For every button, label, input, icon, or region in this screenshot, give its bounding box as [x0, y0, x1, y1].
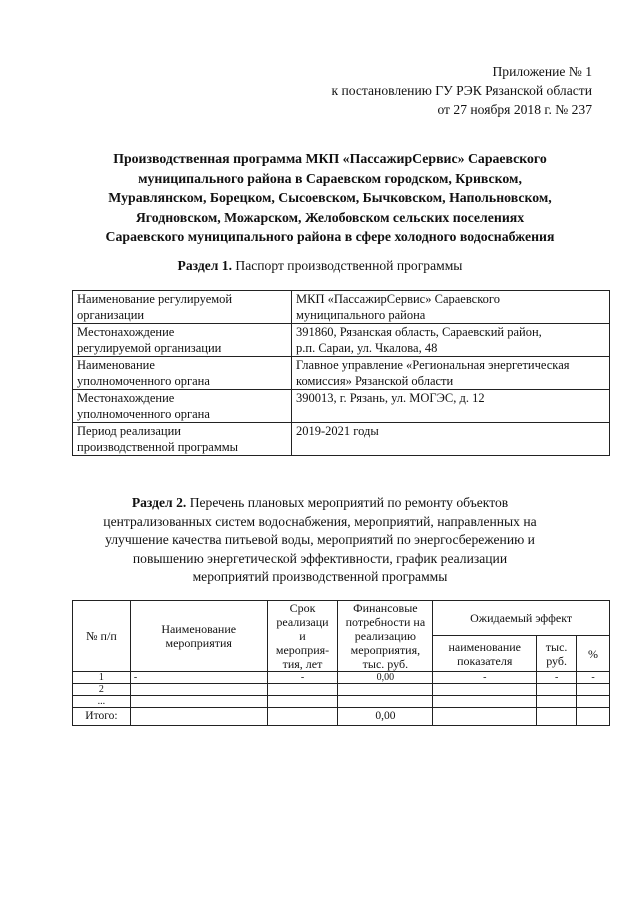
section-2-line-2: централизованных систем водоснабжения, мероприятий, направленных на [103, 513, 537, 529]
cell-text: МКП «ПассажирСервис» Сараевского [296, 292, 500, 306]
cell-empty [537, 708, 577, 726]
cell-text: производственной программы [77, 440, 239, 454]
table-row [73, 423, 610, 456]
table-row [73, 696, 610, 708]
passport-name-cell [73, 291, 292, 324]
header-measure-name [130, 601, 267, 672]
cell-text: Наименование [77, 358, 155, 372]
cell-text: Наименование регулируемой [77, 292, 233, 306]
cell-text: 2019-2021 годы [296, 424, 379, 438]
header-text: мероприятия, [350, 643, 421, 657]
cell-percent: - [577, 672, 610, 684]
total-financial: 0,00 [338, 708, 433, 726]
title-line-1: Производственная программа МКП «ПассажирСервис» Сараевского [113, 151, 547, 166]
cell-number: ... [73, 696, 131, 708]
cell-text: Местонахождение [77, 325, 175, 339]
cell-text: Период реализации [77, 424, 181, 438]
cell-text: регулируемой организации [77, 341, 222, 355]
cell-text: уполномоченного органа [77, 374, 210, 388]
appendix-line-3: от 27 ноября 2018 г. № 237 [437, 102, 592, 117]
cell-percent [577, 684, 610, 696]
cell-empty [130, 708, 267, 726]
header-text: наименование [448, 639, 521, 654]
header-text: руб. [546, 653, 568, 668]
title-line-2: муниципального района в Сараевском городском, Кривском, [138, 170, 522, 186]
cell-text: 391860, Рязанская область, Сараевский район, [296, 325, 542, 339]
passport-name-cell [73, 324, 292, 357]
section-2-line-3: улучшение качества питьевой воды, мероприятий по энергосбережению и [105, 532, 535, 547]
cell-text: 390013, г. Рязань, ул. МОГЭС, д. 12 [296, 391, 485, 405]
header-number: № п/п [73, 601, 131, 672]
cell-thousand-rub [537, 696, 577, 708]
cell-text: комиссия» Рязанской области [296, 374, 454, 388]
cell-measure-name [130, 696, 267, 708]
cell-empty [267, 708, 338, 726]
header-expected-effect: Ожидаемый эффект [433, 601, 610, 636]
table-row [73, 291, 610, 324]
passport-value-cell [292, 324, 610, 357]
section-1-text: Паспорт производственной программы [235, 258, 463, 273]
table-row [73, 672, 610, 684]
cell-financial: 0,00 [338, 672, 433, 684]
header-text: реализаци [276, 615, 329, 629]
cell-financial [338, 684, 433, 696]
header-text: реализацию [354, 629, 416, 643]
section-1-heading [0, 256, 640, 275]
passport-value-cell [292, 291, 610, 324]
cell-percent [577, 696, 610, 708]
section-2-heading [80, 494, 560, 587]
cell-thousand-rub [537, 684, 577, 696]
cell-measure-name [130, 684, 267, 696]
section-1-label: Раздел 1. [177, 258, 232, 273]
cell-financial [338, 696, 433, 708]
cell-text: муниципального района [296, 308, 426, 322]
header-text: мероприя- [275, 643, 330, 657]
header-text: Наименование [161, 622, 237, 636]
cell-number: 2 [73, 684, 131, 696]
title-line-4: Ягодновском, Можарском, Желобовском сельских поселениях [135, 209, 525, 225]
section-2-line-1 [80, 494, 560, 513]
cell-text: организации [77, 308, 145, 322]
header-indicator-name [433, 636, 537, 672]
title-line-3: Муравлянском, Борецком, Сысоевском, Бычковском, Напольновском, [108, 190, 552, 205]
header-financial-needs [338, 601, 433, 672]
header-text: тыс. [545, 639, 568, 654]
passport-name-cell [73, 357, 292, 390]
header-text: тия, лет [282, 657, 323, 671]
cell-empty [433, 708, 537, 726]
table-total-row [73, 708, 610, 726]
cell-indicator: - [433, 672, 537, 684]
passport-name-cell [73, 390, 292, 423]
cell-term [267, 696, 338, 708]
cell-empty [577, 708, 610, 726]
passport-value-cell [292, 390, 610, 423]
header-text: Срок [289, 601, 316, 615]
table-row [73, 684, 610, 696]
passport-value-cell [292, 423, 610, 456]
passport-name-cell [73, 423, 292, 456]
document-title [60, 149, 600, 247]
appendix-header [331, 62, 592, 119]
header-thousand-rub [537, 636, 577, 672]
appendix-line-2: к постановлению ГУ РЭК Рязанской области [331, 83, 592, 98]
cell-text: уполномоченного органа [77, 407, 210, 421]
header-term [267, 601, 338, 672]
header-text: и [299, 629, 306, 643]
cell-text: р.п. Сараи, ул. Чкалова, 48 [296, 341, 438, 355]
title-line-5: Сараевского муниципального района в сфере холодного водоснабжения [105, 229, 555, 244]
measures-table [72, 600, 610, 726]
cell-term: - [267, 672, 338, 684]
cell-term [267, 684, 338, 696]
table-header-row [73, 601, 610, 636]
total-label: Итого: [73, 708, 131, 726]
section-2-line-5: мероприятий производственной программы [192, 569, 448, 584]
passport-table [72, 290, 610, 456]
cell-indicator [433, 684, 537, 696]
cell-number: 1 [73, 672, 131, 684]
table-row [73, 324, 610, 357]
cell-text: Местонахождение [77, 391, 175, 405]
table-row [73, 390, 610, 423]
header-percent: % [577, 636, 610, 672]
section-2-label: Раздел 2. [131, 495, 187, 510]
section-2-line-4: повышению энергетической эффективности, график реализации [132, 550, 508, 566]
cell-text: Главное управление «Региональная энергетическая [296, 358, 570, 372]
appendix-line-1: Приложение № 1 [492, 64, 592, 79]
section-2-text: Перечень плановых мероприятий по ремонту объектов [189, 495, 509, 510]
cell-indicator [433, 696, 537, 708]
cell-measure-name: - [130, 672, 267, 684]
header-text: мероприятия [165, 636, 232, 650]
header-text: Финансовые [353, 601, 418, 615]
header-text: потребности на [345, 615, 426, 629]
header-text: показателя [457, 653, 513, 668]
passport-value-cell [292, 357, 610, 390]
table-row [73, 357, 610, 390]
cell-thousand-rub: - [537, 672, 577, 684]
header-text: тыс. руб. [362, 657, 409, 671]
